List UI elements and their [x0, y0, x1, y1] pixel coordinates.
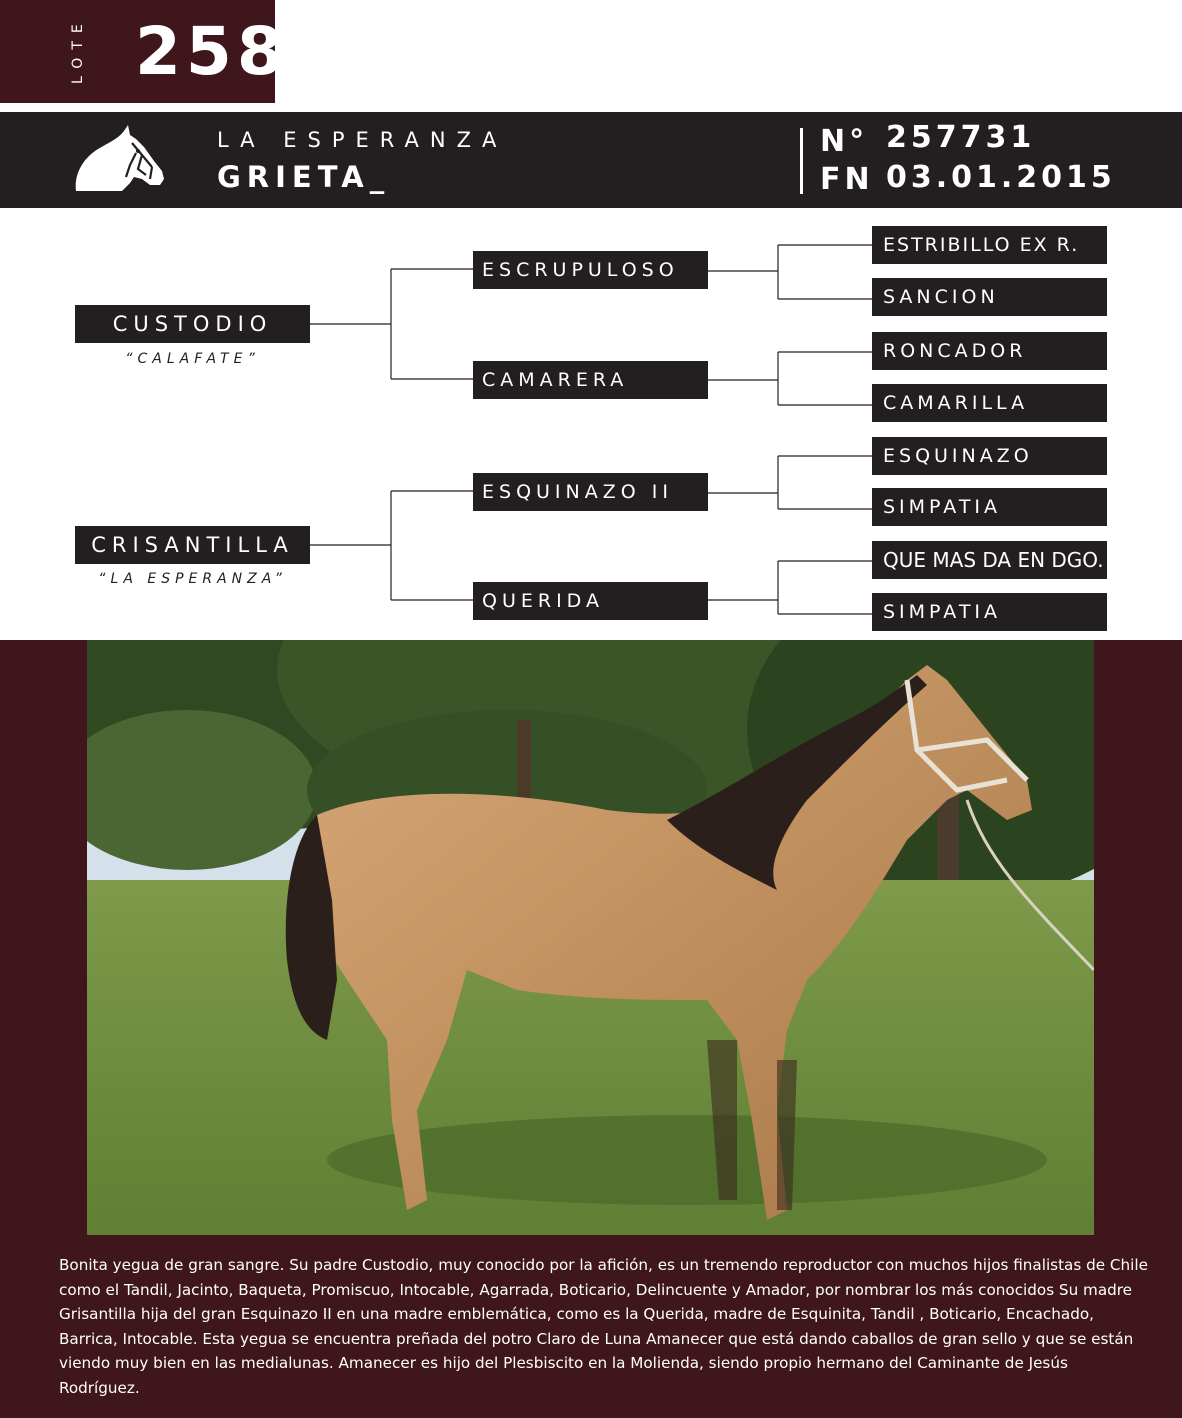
header-divider [800, 128, 803, 194]
birth-date-label: FN [820, 162, 874, 197]
header-band [0, 112, 1182, 208]
sire-nickname: “CALAFATE” [125, 351, 260, 367]
dam-nickname: “LA ESPERANZA” [98, 571, 287, 587]
sire-dam-box: CAMARERA [473, 361, 708, 399]
pedigree-chart [0, 208, 1182, 640]
great-grandparent-box: CAMARILLA [872, 384, 1107, 422]
great-grandparent-box: ESTRIBILLO EX R. [872, 226, 1107, 264]
great-grandparent-box: SIMPATIA [872, 488, 1107, 526]
description-text: Bonita yegua de gran sangre. Su padre Custodio, muy conocido por la afición, es un tremendo reproductor con muchos hijos finalistas de Chile como el Tandil, Jacinto, Baqueta, Promiscuo, Intocable, Agarrada, Boticario, Delincuente y Amador, por nombrar los más conocidos Su madre Grisantilla hija del gran Esquinazo II en una madre emblemática, como es la Querida, madre de Esquinita, Tandil , Boticario, Encachado, Barrica, Intocable. Esta yegua se encuentra preñada del potro Claro de Luna Amanecer que está dando caballos de gran sello y que se están viendo muy bien en las medialunas. Amanecer es hijo del Plesbiscito en la Molienda, siendo propio hermano del Caminante de Jesús Rodríguez. [59, 1256, 1148, 1397]
horse-head-icon [72, 125, 168, 195]
great-grandparent-box: QUE MAS DA EN DGO. [872, 541, 1107, 579]
lot-label: LOTE [70, 16, 86, 84]
great-grandparent-box: SIMPATIA [872, 593, 1107, 631]
dam-sire-box: ESQUINAZO II [473, 473, 708, 511]
photo-section [0, 640, 1182, 1418]
lot-number: 258 [135, 13, 288, 90]
dam-box: CRISANTILLA [75, 526, 310, 564]
horse-photo [87, 640, 1094, 1235]
great-grandparent-box: SANCION [872, 278, 1107, 316]
sire-sire-box: ESCRUPULOSO [473, 251, 708, 289]
birth-date: 03.01.2015 [886, 160, 1116, 195]
sire-box: CUSTODIO [75, 305, 310, 343]
registration-label: N° [820, 124, 869, 159]
great-grandparent-box: ESQUINAZO [872, 437, 1107, 475]
dam-dam-box: QUERIDA [473, 582, 708, 620]
registration-number: 257731 [886, 120, 1036, 155]
breeder-name: LA ESPERANZA [217, 128, 508, 152]
lot-badge [0, 0, 288, 103]
horse-name: GRIETA_ [217, 160, 391, 194]
great-grandparent-box: RONCADOR [872, 332, 1107, 370]
